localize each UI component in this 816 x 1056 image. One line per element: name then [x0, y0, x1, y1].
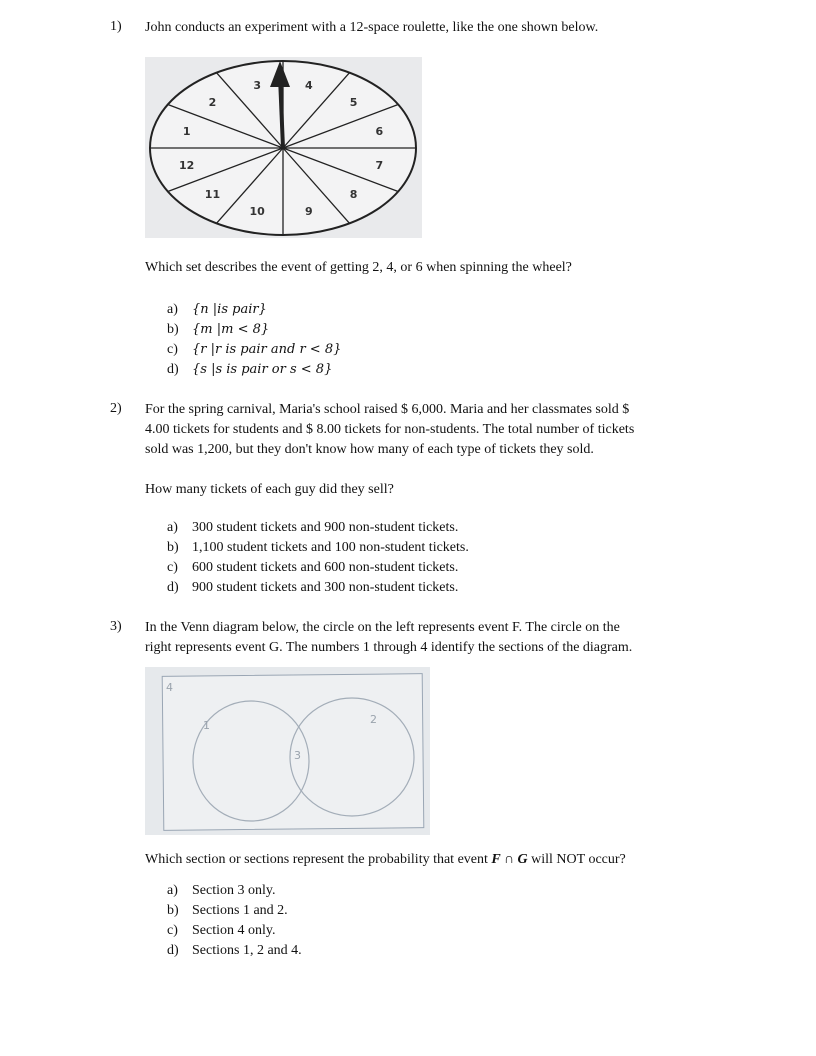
q3-option-d: d) Sections 1, 2 and 4.	[167, 943, 302, 958]
wheel-label: 7	[375, 158, 384, 172]
wheel-label: 1	[182, 125, 191, 139]
venn-label-right: 2	[370, 713, 377, 726]
wheel-label: 12	[178, 158, 195, 172]
q2-prompt: How many tickets of each guy did they sell?	[145, 482, 394, 497]
q3-option-c: c) Section 4 only.	[167, 923, 276, 938]
q2-option-a: a) 300 student tickets and 900 non-student tickets.	[167, 520, 459, 535]
wheel-label: 8	[349, 188, 358, 202]
q1-prompt: Which set describes the event of getting 2, 4, or 6 when spinning the wheel?	[145, 260, 572, 275]
q2-text-line-3: sold was 1,200, but they don't know how many of each type of tickets they sold.	[145, 442, 594, 457]
venn-label-overlap: 3	[294, 749, 301, 762]
wheel-label: 6	[375, 125, 384, 139]
q1-option-c: c) {r |r is pair and r < 8}	[167, 342, 342, 357]
q2-text-line-2: 4.00 tickets for students and $ 8.00 tickets for non-students. The total number of tickets	[145, 422, 635, 437]
q2-option-b: b) 1,100 student tickets and 100 non-student tickets.	[167, 540, 469, 555]
wheel-label: 4	[304, 78, 313, 92]
venn-diagram-image	[145, 667, 430, 835]
roulette-wheel-image	[145, 57, 422, 238]
q3-option-a: a) Section 3 only.	[167, 883, 276, 898]
wheel-label: 2	[208, 95, 217, 109]
q3-prompt: Which section or sections represent the probability that event F ∩ G will NOT occur?	[145, 852, 626, 867]
venn-label-outside: 4	[166, 681, 173, 694]
q1-number: 1)	[110, 19, 122, 34]
q1-option-a: a) {n |is pair}	[167, 302, 267, 317]
q2-number: 2)	[110, 401, 122, 416]
venn-label-left: 1	[203, 719, 210, 732]
q2-option-c: c) 600 student tickets and 600 non-student tickets.	[167, 560, 459, 575]
wheel-label: 9	[304, 205, 313, 219]
q3-text-line-2: right represents event G. The numbers 1 through 4 identify the sections of the diagram.	[145, 640, 633, 655]
q1-text: John conducts an experiment with a 12-space roulette, like the one shown below.	[145, 20, 599, 35]
q2-text-line-1: For the spring carnival, Maria's school raised $ 6,000. Maria and her classmates sold $	[145, 402, 630, 417]
q3-number: 3)	[110, 619, 122, 634]
q3-option-b: b) Sections 1 and 2.	[167, 903, 288, 918]
q1-option-d: d) {s |s is pair or s < 8}	[167, 362, 333, 377]
wheel-label: 5	[349, 95, 358, 109]
wheel-label: 3	[253, 78, 262, 92]
wheel-label: 11	[204, 188, 221, 202]
q3-text-line-1: In the Venn diagram below, the circle on the left represents event F. The circle on the	[145, 620, 620, 635]
q2-option-d: d) 900 student tickets and 300 non-student tickets.	[167, 580, 459, 595]
wheel-label: 10	[249, 205, 265, 219]
q1-option-b: b) {m |m < 8}	[167, 322, 270, 337]
